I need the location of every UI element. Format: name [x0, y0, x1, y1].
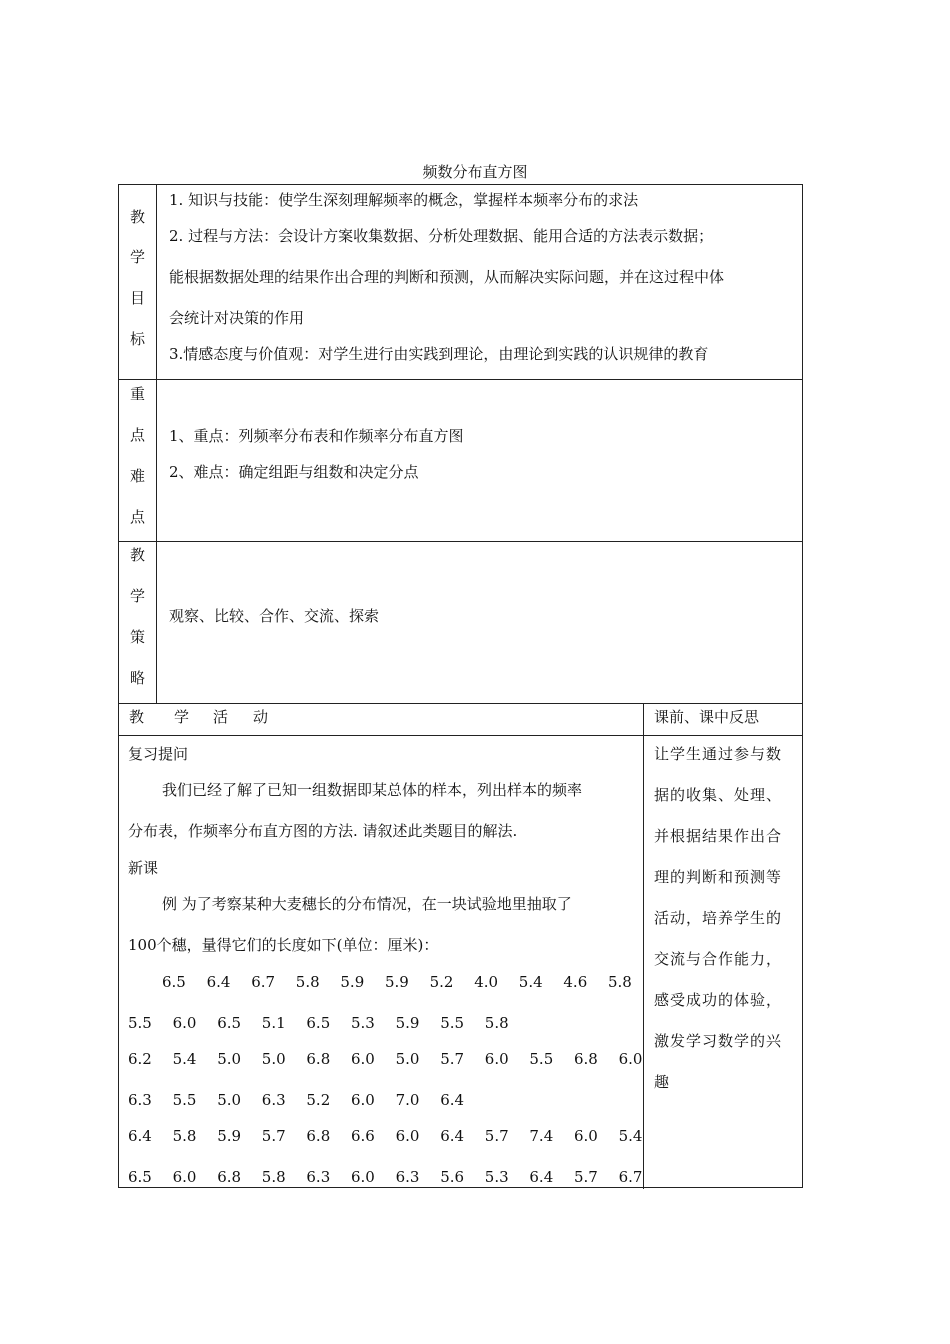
data-value: 6.5	[217, 1014, 242, 1032]
data-value: 5.0	[217, 1050, 242, 1068]
objective-line: 能根据数据处理的结果作出合理的判断和预测，从而解决实际问题，并在这过程中体	[169, 268, 725, 286]
lesson-plan-table: 教 学 目 标 1. 知识与技能：使学生深刻理解频率的概念，掌握样本频率分布的求法 2. 过程与方法：会设计方案收集数据、分析处理数据、能用合适的方法表示数据； 能根据数据处理的结果作出合理的判断和预测，从而解决实际问题，并在这过程中体 会统计对决策的作用 3.情感态度与价值观：对学生进行由实践到理论，由理论到实践的认识规律的教育 重 点 难 点 1、重点：列频率分布表和作频率分布直方图 2、难点：确定组距与组数和决定分点 教 学 策 略 观察、比较、合作、交流、探索 教 学 活 动 课前、课中反思 复习提问 我们已经了解了已知一组数据即某总体的样本，列出样本的频率 分布表，作频率分布直方图的方法. 请叙述此类题目的解法. 新课 例 为了考察某种大麦穗长的分布情况，在一块试验地里抽取了 100个穗，量得它们的长度如下(单位：厘米)： 6.5 6.4 6.7 5.8 5.9 5.9 5.2 4.0 5.4 4.6 5.8 5.5 6.0 6.5 5.1 6.5 5.3 5.9 5.5 5.8 6.2 5.4 5.0 5.0 6.8 6.0 5.0 5.7 6.0 5.5 6.8 6.0 6.3 5.5 5.0 6.3 5.2 6.0 7.0 6.4 6.4 5.8 5.9 5.7 6.8 6.6 6.0 6.4 5.7 7.4 6.0 5.4 6.5 6.0 6.8 5.8 6.3 6.0 6.3 5.6 5.3 6.4 5.7 6.7 让学生通过参与数 据的收集、处理、 并根据结果作出合 理的判断和预测等 活动，培养学生的 交流与合作能力， 感受成功的体验， 激发学习数学的兴 趣	[118, 184, 803, 1188]
data-value: 6.4	[529, 1168, 554, 1186]
reflection-line: 感受成功的体验，	[654, 991, 783, 1009]
reflection-line: 理的判断和预测等	[654, 868, 783, 886]
data-value: 6.5	[128, 1168, 152, 1186]
data-value: 5.8	[261, 1168, 286, 1186]
data-value: 5.3	[484, 1168, 509, 1186]
page-title: 频数分布直方图	[422, 163, 528, 181]
example-text: 例 为了考察某种大麦穗长的分布情况，在一块试验地里抽取了	[162, 895, 572, 913]
data-value: 7.4	[529, 1127, 554, 1145]
data-value: 6.0	[484, 1050, 509, 1068]
data-value: 6.5	[306, 1014, 331, 1032]
data-value: 5.9	[385, 973, 409, 991]
data-value: 5.7	[440, 1050, 465, 1068]
data-value: 6.0	[351, 1168, 375, 1186]
row-divider	[119, 735, 802, 736]
data-value: 6.8	[217, 1168, 242, 1186]
review-text: 我们已经了解了已知一组数据即某总体的样本，列出样本的频率	[162, 781, 583, 799]
data-value: 5.5	[440, 1014, 465, 1032]
data-value: 5.2	[306, 1091, 331, 1109]
data-value: 5.7	[484, 1127, 509, 1145]
data-value: 6.0	[395, 1127, 420, 1145]
data-value: 4.0	[474, 973, 499, 991]
data-value: 7.0	[395, 1091, 420, 1109]
data-value: 6.0	[351, 1091, 375, 1109]
reflection-line: 并根据结果作出合	[654, 827, 783, 845]
data-value: 6.3	[306, 1168, 331, 1186]
data-value: 5.0	[217, 1091, 242, 1109]
data-value: 5.3	[351, 1014, 375, 1032]
row-divider	[119, 379, 802, 380]
objective-line: 2. 过程与方法：会设计方案收集数据、分析处理数据、能用合适的方法表示数据；	[169, 227, 714, 245]
strategy-text: 观察、比较、合作、交流、探索	[169, 607, 380, 625]
reflection-line: 让学生通过参与数	[654, 745, 783, 763]
objective-line: 1. 知识与技能：使学生深刻理解频率的概念，掌握样本频率分布的求法	[169, 191, 639, 209]
data-value: 6.5	[162, 973, 186, 991]
reflection-line: 激发学习数学的兴	[654, 1032, 783, 1050]
data-value: 5.5	[529, 1050, 554, 1068]
data-value: 6.7	[618, 1168, 643, 1186]
reflection-line: 活动，培养学生的	[654, 909, 783, 927]
data-value: 5.2	[429, 973, 454, 991]
data-value: 6.6	[351, 1127, 375, 1145]
objective-line: 会统计对决策的作用	[169, 309, 305, 327]
data-value: 4.6	[563, 973, 588, 991]
data-value: 6.0	[172, 1168, 197, 1186]
data-value: 6.0	[618, 1050, 643, 1068]
data-value: 5.0	[395, 1050, 420, 1068]
data-value: 5.8	[172, 1127, 197, 1145]
data-value: 6.3	[395, 1168, 420, 1186]
data-value: 6.0	[351, 1050, 375, 1068]
objective-line: 3.情感态度与价值观：对学生进行由实践到理论，由理论到实践的认识规律的教育	[169, 345, 709, 363]
data-value: 5.8	[295, 973, 320, 991]
reflection-line: 趣	[654, 1073, 671, 1091]
key-point-line: 1、重点：列频率分布表和作频率分布直方图	[169, 427, 464, 445]
column-divider	[643, 703, 644, 1189]
data-value: 5.5	[172, 1091, 197, 1109]
reflection-line: 交流与合作能力，	[654, 950, 783, 968]
row-divider	[119, 703, 802, 704]
data-value: 6.4	[440, 1091, 465, 1109]
data-value: 5.7	[574, 1168, 598, 1186]
data-value: 5.1	[261, 1014, 286, 1032]
review-text: 分布表，作频率分布直方图的方法. 请叙述此类题目的解法.	[128, 822, 518, 840]
data-value: 6.3	[261, 1091, 286, 1109]
data-value: 6.2	[128, 1050, 152, 1068]
key-point-line: 2、难点：确定组距与组数和决定分点	[169, 463, 419, 481]
data-value: 5.4	[518, 973, 543, 991]
new-lesson-title: 新课	[128, 859, 159, 877]
example-text: 100个穗，量得它们的长度如下(单位：厘米)：	[128, 936, 439, 954]
data-value: 5.5	[128, 1014, 152, 1032]
data-value: 6.7	[251, 973, 276, 991]
row-divider	[119, 541, 802, 542]
data-value: 6.8	[306, 1127, 331, 1145]
data-value: 5.8	[484, 1014, 509, 1032]
data-value: 6.4	[128, 1127, 152, 1145]
data-value: 5.9	[340, 973, 365, 991]
data-value: 5.8	[608, 973, 632, 991]
review-title: 复习提问	[128, 745, 189, 763]
data-value: 5.4	[172, 1050, 197, 1068]
data-value: 6.4	[440, 1127, 465, 1145]
data-value: 6.4	[206, 973, 231, 991]
column-divider	[156, 185, 157, 703]
data-value: 5.0	[261, 1050, 286, 1068]
data-value: 5.7	[261, 1127, 286, 1145]
reflection-header: 课前、课中反思	[654, 708, 760, 726]
data-value: 5.9	[395, 1014, 420, 1032]
data-value: 6.3	[128, 1091, 152, 1109]
data-value: 5.4	[618, 1127, 643, 1145]
data-value: 6.8	[306, 1050, 331, 1068]
reflection-line: 据的收集、处理、	[654, 786, 783, 804]
data-value: 6.0	[574, 1127, 598, 1145]
data-value: 6.0	[172, 1014, 197, 1032]
data-value: 5.9	[217, 1127, 242, 1145]
data-value: 6.8	[574, 1050, 598, 1068]
data-value: 5.6	[440, 1168, 465, 1186]
